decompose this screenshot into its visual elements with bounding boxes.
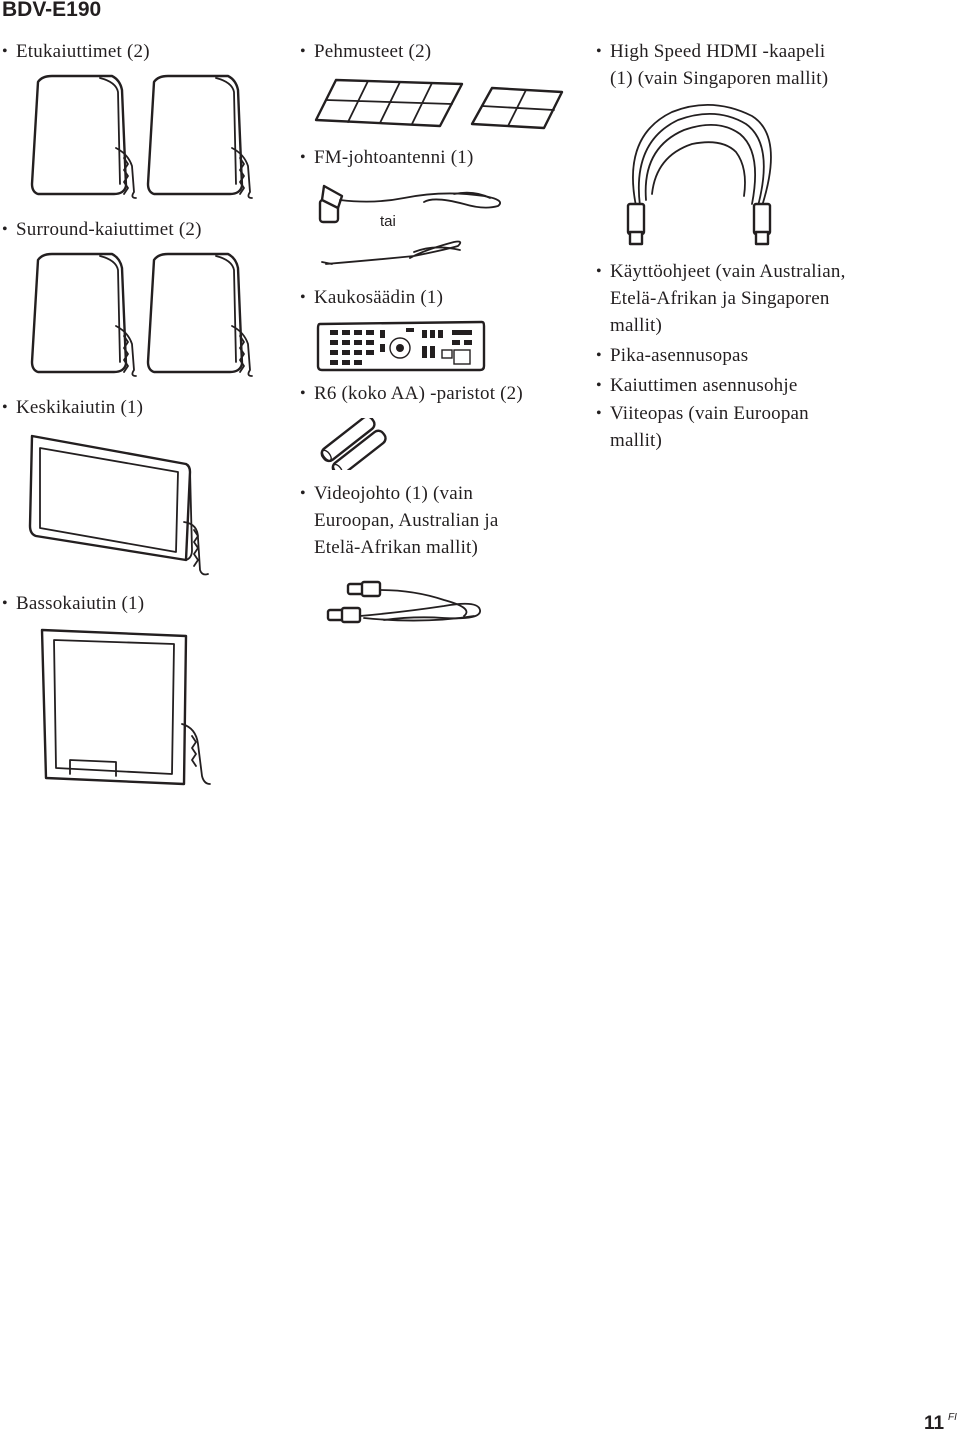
item-subwoofer: • Bassokaiutin (1) <box>0 590 144 617</box>
model-title: BDV-E190 <box>2 0 102 21</box>
surround-speakers-icon <box>22 244 262 384</box>
manuals-line-1: • Käyttöohjeet (vain Australian, <box>610 261 846 282</box>
item-manuals <box>594 258 846 339</box>
video-cable-line-3: Etelä-Afrikan mallit) <box>314 537 479 558</box>
fm-antenna-icon <box>314 178 514 278</box>
reference-line-1: • Viiteopas (vain Euroopan <box>610 403 809 424</box>
front-speakers-icon <box>22 66 262 206</box>
video-cable-icon <box>324 572 488 636</box>
item-hdmi-cable <box>594 38 828 92</box>
page-language: FI <box>948 1412 957 1423</box>
item-front-speakers: • Etukaiuttimet (2) <box>0 38 150 65</box>
center-speaker-icon <box>26 428 226 580</box>
manuals-line-3: mallit) <box>610 315 663 336</box>
item-surround-speakers: • Surround-kaiuttimet (2) <box>0 216 202 243</box>
hdmi-cable-line-2: (1) (vain Singaporen mallit) <box>610 68 829 89</box>
video-cable-line-2: Euroopan, Australian ja <box>314 510 499 531</box>
manuals-line-2: Etelä-Afrikan ja Singaporen <box>610 288 830 309</box>
page-number: 11 <box>924 1413 945 1434</box>
item-reference <box>594 400 809 454</box>
hdmi-cable-line-1: • High Speed HDMI -kaapeli <box>610 41 826 62</box>
item-speaker-guide: • Kaiuttimen asennusohje <box>594 372 798 399</box>
batteries-icon <box>316 418 396 470</box>
item-quick-setup: • Pika-asennusopas <box>594 342 748 369</box>
item-video-cable <box>298 480 499 561</box>
or-label: tai <box>380 213 396 230</box>
reference-line-2: mallit) <box>610 430 663 451</box>
video-cable-line-1: • Videojohto (1) (vain <box>314 483 474 504</box>
item-center-speaker: • Keskikaiutin (1) <box>0 394 143 421</box>
item-batteries: • R6 (koko AA) -paristot (2) <box>298 380 523 407</box>
item-pads: • Pehmusteet (2) <box>298 38 431 65</box>
pads-icon <box>312 76 572 136</box>
item-remote: • Kaukosäädin (1) <box>298 284 443 311</box>
subwoofer-icon <box>36 624 216 794</box>
hdmi-cable-icon <box>612 96 802 256</box>
item-fm-antenna: • FM-johtoantenni (1) <box>298 144 473 171</box>
remote-control-icon <box>316 318 488 374</box>
